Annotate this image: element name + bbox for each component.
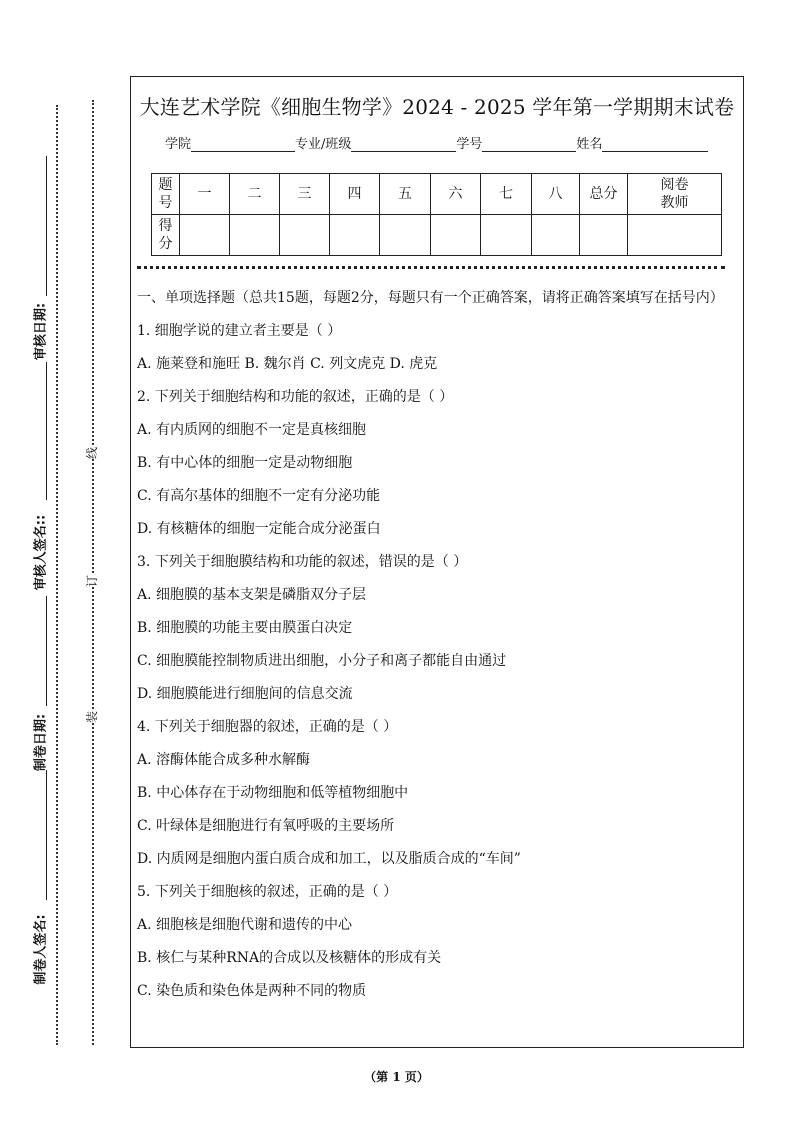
score-header: 得 分	[152, 215, 180, 256]
option-line: B. 细胞膜的功能主要由膜蛋白决定	[137, 620, 353, 636]
bind-mark: 订	[85, 574, 100, 588]
question-number-header: 题 号	[152, 174, 180, 215]
maker-sign-label: 制卷人签名:	[33, 914, 49, 985]
make-date-label: 制卷日期:	[33, 713, 49, 772]
college-label: 学院	[165, 137, 192, 152]
question-line: 2. 下列关于细胞结构和功能的叙述，正确的是（ ）	[137, 389, 454, 405]
option-line: C. 细胞膜能控制物质进出细胞，小分子和离子都能自由通过	[137, 653, 507, 669]
student-info-line	[165, 133, 708, 152]
reviewer-sign-label: 审核人签名::	[33, 514, 49, 591]
score-cell[interactable]	[230, 215, 280, 256]
reviewer-sign-blank	[46, 362, 47, 500]
seal-mark: 装	[85, 710, 100, 724]
page-number: （第 1 页）	[364, 1070, 429, 1084]
score-cell[interactable]	[431, 215, 481, 256]
question-line: 4. 下列关于细胞器的叙述，正确的是（ ）	[137, 719, 398, 735]
question-line: 5. 下列关于细胞核的叙述，正确的是（ ）	[137, 884, 398, 900]
dotted-separator	[137, 266, 725, 269]
grader-cell[interactable]	[628, 215, 722, 256]
maker-sign-blank	[46, 770, 47, 900]
option-line: C. 染色质和染色体是两种不同的物质	[137, 983, 367, 999]
option-line: A. 有内质网的细胞不一定是真核细胞	[137, 422, 367, 438]
col-3: 三	[280, 174, 330, 215]
exam-title: 大连艺术学院《细胞生物学》2024 - 2025 学年第一学期期末试卷	[139, 95, 735, 119]
col-total: 总分	[580, 174, 628, 215]
name-field[interactable]	[602, 137, 708, 152]
exam-frame	[130, 76, 744, 1048]
option-line: A. 细胞核是细胞代谢和遗传的中心	[137, 917, 353, 933]
student-id-field[interactable]	[482, 137, 576, 152]
score-cell[interactable]	[380, 215, 431, 256]
option-line: B. 有中心体的细胞一定是动物细胞	[137, 455, 353, 471]
question-line: 1. 细胞学说的建立者主要是（ ）	[137, 323, 342, 339]
option-line: A. 施莱登和施旺 B. 魏尔肖 C. 列文虎克 D. 虎克	[137, 356, 438, 372]
col-1: 一	[180, 174, 230, 215]
score-cell[interactable]	[280, 215, 330, 256]
option-line: B. 核仁与某种RNA的合成以及核糖体的形成有关	[137, 950, 442, 966]
score-table	[151, 173, 722, 256]
score-table-header-row	[152, 174, 722, 215]
score-cell[interactable]	[330, 215, 380, 256]
score-cell[interactable]	[481, 215, 532, 256]
option-line: A. 细胞膜的基本支架是磷脂双分子层	[137, 587, 367, 603]
score-table-score-row	[152, 215, 722, 256]
col-grader: 阅卷 教师	[628, 174, 722, 215]
col-2: 二	[230, 174, 280, 215]
section-heading: 一、单项选择题（总共15题，每题2分，每题只有一个正确答案，请将正确答案填写在括号内）	[137, 290, 724, 306]
review-date-label: 审核日期:	[33, 302, 49, 361]
col-7: 七	[481, 174, 532, 215]
major-class-field[interactable]	[351, 137, 456, 152]
option-line: C. 叶绿体是细胞进行有氧呼吸的主要场所	[137, 818, 395, 834]
question-line: 3. 下列关于细胞膜结构和功能的叙述，错误的是（ ）	[137, 554, 468, 570]
option-line: A. 溶酶体能合成多种水解酶	[137, 752, 311, 768]
line-mark: 线	[85, 446, 100, 460]
name-label: 姓名	[576, 137, 603, 152]
college-field[interactable]	[191, 137, 295, 152]
major-class-label: 专业/班级	[295, 137, 352, 152]
question-block	[137, 287, 737, 1013]
option-line: D. 细胞膜能进行细胞间的信息交流	[137, 686, 353, 702]
score-cell[interactable]	[180, 215, 230, 256]
review-date-blank	[46, 156, 47, 296]
option-line: C. 有高尔基体的细胞不一定有分泌功能	[137, 488, 381, 504]
student-id-label: 学号	[456, 137, 483, 152]
option-line: B. 中心体存在于动物细胞和低等植物细胞中	[137, 785, 409, 801]
signature-dotted-line	[56, 105, 58, 1045]
option-line: D. 有核糖体的细胞一定能合成分泌蛋白	[137, 521, 381, 537]
score-total-cell[interactable]	[580, 215, 628, 256]
col-6: 六	[431, 174, 481, 215]
col-5: 五	[380, 174, 431, 215]
col-4: 四	[330, 174, 380, 215]
option-line: D. 内质网是细胞内蛋白质合成和加工，以及脂质合成的“车间”	[137, 851, 521, 867]
make-date-blank	[46, 596, 47, 706]
col-8: 八	[532, 174, 580, 215]
binding-dotted-line	[92, 100, 94, 1045]
score-cell[interactable]	[532, 215, 580, 256]
